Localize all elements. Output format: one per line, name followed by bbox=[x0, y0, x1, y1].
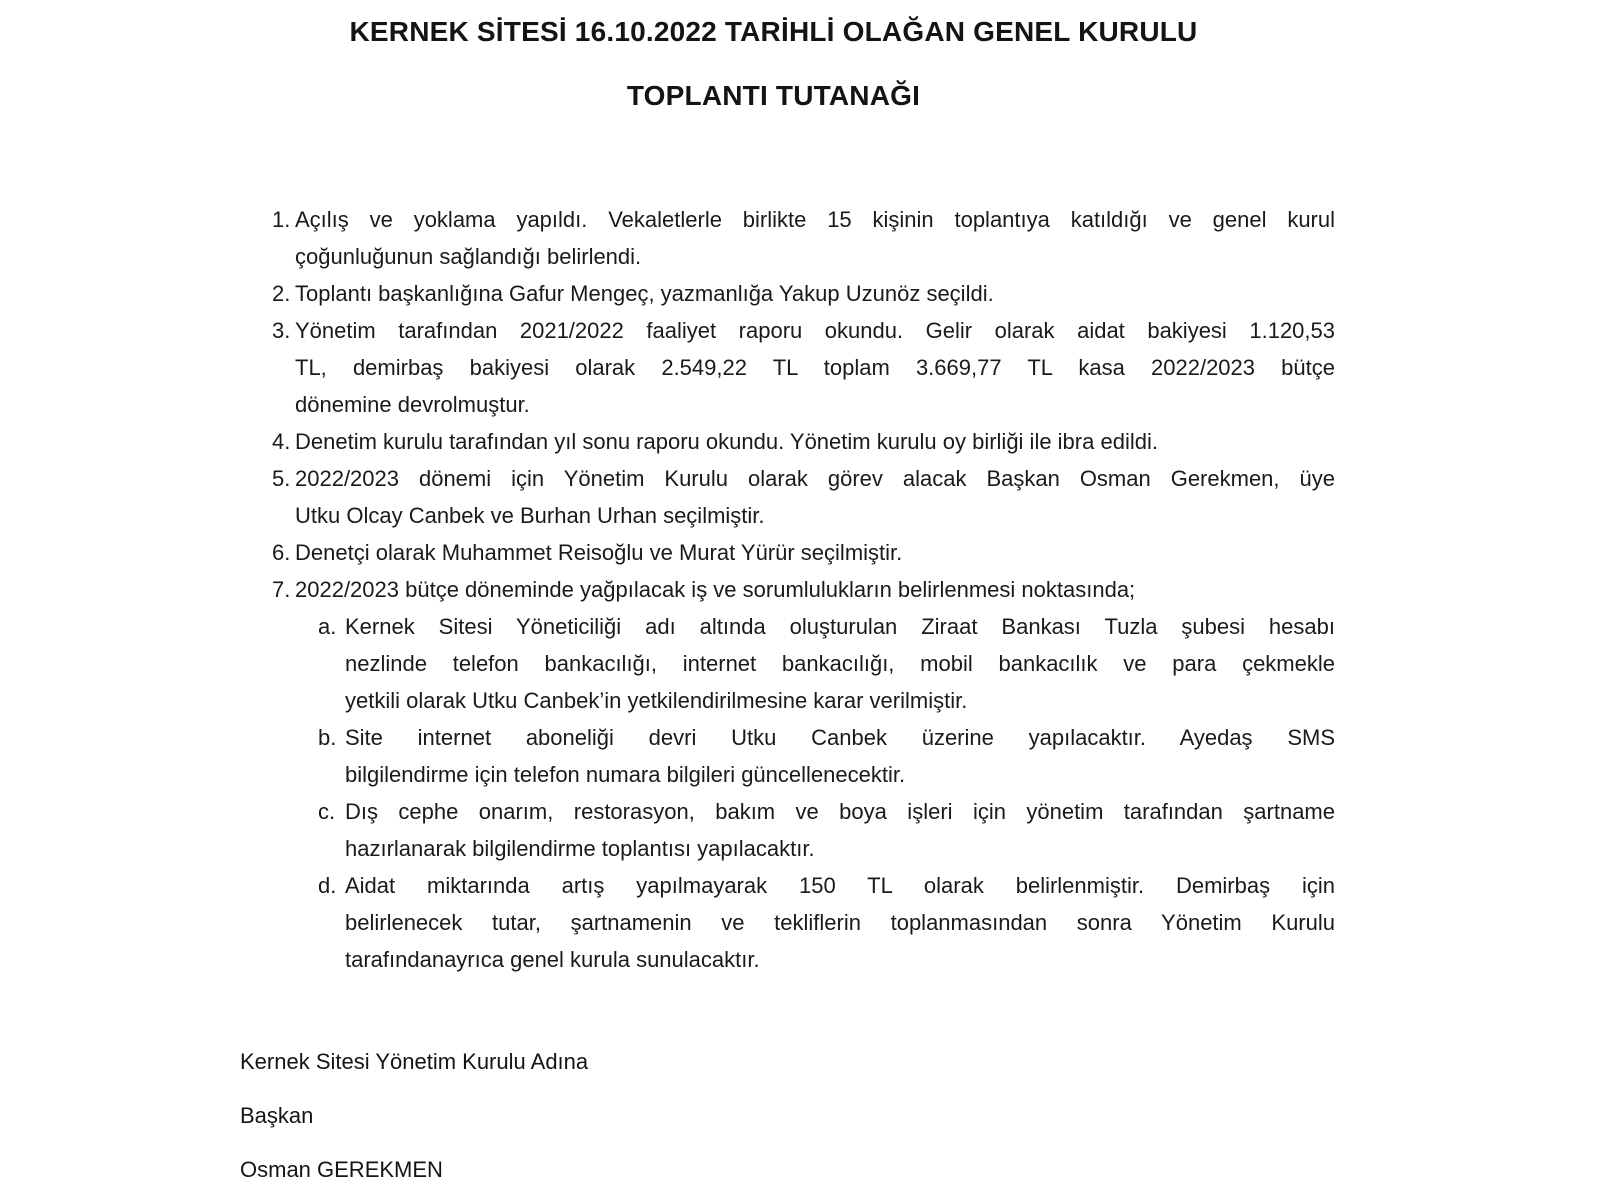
list-item-text bbox=[295, 312, 1335, 423]
list-item bbox=[272, 534, 1335, 571]
paragraph-line: Utku Olcay Canbek ve Burhan Urhan seçilmiştir. bbox=[295, 503, 765, 528]
signature-organization: Kernek Sitesi Yönetim Kurulu Adına bbox=[240, 1049, 589, 1074]
list-item-text bbox=[295, 534, 1335, 571]
list-item-text bbox=[295, 571, 1335, 608]
paragraph-line: Dış cephe onarım, restorasyon, bakım ve boya işleri için yönetim tarafından şartname bbox=[345, 799, 1335, 824]
paragraph-line: 2022/2023 dönemi için Yönetim Kurulu olarak görev alacak Başkan Osman Gerekmen, üye bbox=[295, 466, 1335, 491]
paragraph-line: Açılış ve yoklama yapıldı. Vekaletlerle birlikte 15 kişinin toplantıya katıldığı ve genel kurul bbox=[295, 207, 1335, 232]
sub-list-item-text bbox=[345, 608, 1335, 719]
paragraph-line: Toplantı başkanlığına Gafur Mengeç, yazmanlığa Yakup Uzunöz seçildi. bbox=[295, 281, 994, 306]
sub-list-item bbox=[272, 608, 1335, 719]
list-item bbox=[272, 571, 1335, 608]
sub-list-item bbox=[272, 867, 1335, 978]
paragraph-line: hazırlanarak bilgilendirme toplantısı yapılacaktır. bbox=[345, 836, 815, 861]
list-item-number: 2. bbox=[272, 281, 291, 306]
paragraph-line: TL, demirbaş bakiyesi olarak 2.549,22 TL toplam 3.669,77 TL kasa 2022/2023 bütçe bbox=[295, 355, 1335, 380]
paragraph-line: Denetçi olarak Muhammet Reisoğlu ve Murat Yürür seçilmiştir. bbox=[295, 540, 903, 565]
list-item-number: 7. bbox=[272, 577, 291, 602]
title-line-1: KERNEK SİTESİ 16.10.2022 TARİHLİ OLAĞAN GENEL KURULU bbox=[349, 16, 1198, 47]
signature-block bbox=[240, 1047, 588, 1200]
sub-list-item-letter: c. bbox=[318, 799, 336, 824]
sub-list-item-text bbox=[345, 793, 1335, 867]
numbered-list bbox=[272, 201, 1335, 978]
list-item-text bbox=[295, 201, 1335, 275]
paragraph-line: Kernek Sitesi Yöneticiliği adı altında oluşturulan Ziraat Bankası Tuzla şubesi hesabı bbox=[345, 614, 1335, 639]
paragraph-line: nezlinde telefon bankacılığı, internet bankacılığı, mobil bankacılık ve para çekmekle bbox=[345, 651, 1335, 676]
signature-role: Başkan bbox=[240, 1103, 314, 1128]
paragraph-line: tarafındanayrıca genel kurula sunulacaktır. bbox=[345, 947, 760, 972]
paragraph-line: Yönetim tarafından 2021/2022 faaliyet raporu okundu. Gelir olarak aidat bakiyesi 1.120,53 bbox=[295, 318, 1335, 343]
sub-list-item-text bbox=[345, 867, 1335, 978]
list-item-text bbox=[295, 275, 1335, 312]
list-item-number: 6. bbox=[272, 540, 291, 565]
list-item-number: 4. bbox=[272, 429, 291, 454]
paragraph-line: dönemine devrolmuştur. bbox=[295, 392, 530, 417]
sub-list-item-letter: d. bbox=[318, 873, 337, 898]
list-item-number: 3. bbox=[272, 318, 291, 343]
sub-list-item-letter: b. bbox=[318, 725, 337, 750]
paragraph-line: Aidat miktarında artış yapılmayarak 150 TL olarak belirlenmiştir. Demirbaş için bbox=[345, 873, 1335, 898]
sub-list-item-letter: a. bbox=[318, 614, 337, 639]
list-item bbox=[272, 460, 1335, 534]
list-item bbox=[272, 312, 1335, 423]
paragraph-line: Site internet aboneliği devri Utku Canbek üzerine yapılacaktır. Ayedaş SMS bbox=[345, 725, 1335, 750]
paragraph-line: çoğunluğunun sağlandığı belirlendi. bbox=[295, 244, 642, 269]
sub-list-item bbox=[272, 719, 1335, 793]
list-item-text bbox=[295, 423, 1335, 460]
sub-list-item bbox=[272, 793, 1335, 867]
list-item bbox=[272, 201, 1335, 275]
paragraph-line: bilgilendirme için telefon numara bilgileri güncellenecektir. bbox=[345, 762, 906, 787]
sub-list-item-text bbox=[345, 719, 1335, 793]
list-item-number: 1. bbox=[272, 207, 291, 232]
list-item bbox=[272, 423, 1335, 460]
paragraph-line: 2022/2023 bütçe döneminde yağpılacak iş ve sorumlulukların belirlenmesi noktasında; bbox=[295, 577, 1136, 602]
paragraph-line: yetkili olarak Utku Canbek’in yetkilendirilmesine karar verilmiştir. bbox=[345, 688, 968, 713]
list-item-number: 5. bbox=[272, 466, 291, 491]
paragraph-line: belirlenecek tutar, şartnamenin ve tekliflerin toplanmasından sonra Yönetim Kurulu bbox=[345, 910, 1335, 935]
signature-name: Osman GEREKMEN bbox=[240, 1157, 443, 1182]
list-item-text bbox=[295, 460, 1335, 534]
title-line-2: TOPLANTI TUTANAĞI bbox=[626, 80, 921, 111]
list-item bbox=[272, 275, 1335, 312]
document-title bbox=[237, 15, 1310, 113]
paragraph-line: Denetim kurulu tarafından yıl sonu raporu okundu. Yönetim kurulu oy birliği ile ibra edildi. bbox=[295, 429, 1158, 454]
